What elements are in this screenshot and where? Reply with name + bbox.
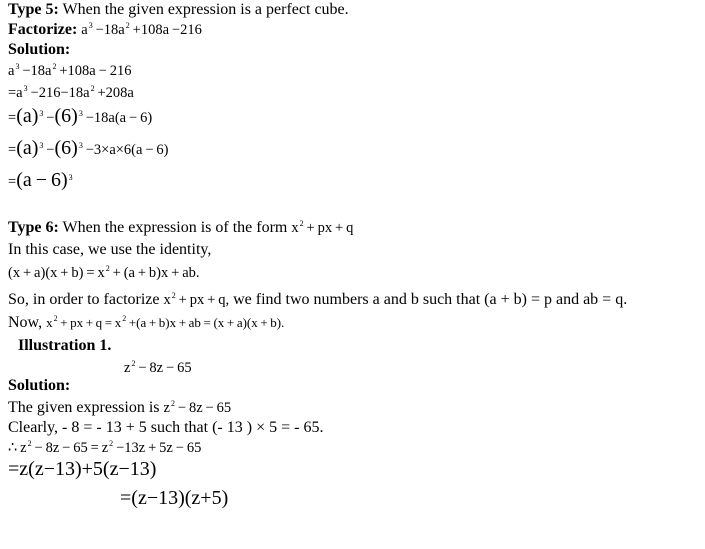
type6-heading: Type 6: <box>8 219 59 236</box>
type5-step-5: $=(a - 6)^3$ <box>8 169 73 191</box>
illustration-solution-label: Solution: <box>8 377 71 394</box>
grouped-step: =z(z−13)+5(z−13) <box>8 458 157 480</box>
illustration-expression: $z^2 - 8z - 65$ <box>124 359 192 376</box>
type6-heading-line <box>8 218 353 238</box>
type6-heading-text: When the expression is of the form <box>62 219 288 236</box>
type6-identity: $(x + a)(x + b) = x^2 + (a + b)x$ + ab. <box>8 264 200 281</box>
type5-step-1: $a^3 -18a^2 +108a - 216$ <box>8 62 132 79</box>
factorize-label: Factorize: <box>8 21 78 38</box>
final-answer: =(z−13)(z+5) <box>120 487 229 509</box>
factorize-line <box>8 20 202 40</box>
type5-heading: Type 5: <box>8 1 59 18</box>
type5-step-3: $=(a)^3 -(6)^3 -18a(a - 6)$ <box>8 105 153 127</box>
type5-heading-line <box>8 0 349 20</box>
illustration-label: Illustration 1. <box>18 337 112 354</box>
therefore-line: ∴ $z^2 - 8z - 65 = z^2 -13z + 5z - 65$ <box>8 439 202 456</box>
factorize-expression: $a^3 -18a^2 +108a -216$ <box>81 21 202 38</box>
type6-so-line: So, in order to factorize $x^2$ + px + q, we find two numbers a and b such that (a + b) = p and ab = q. <box>8 291 628 308</box>
type5-step-2: $=a^3 -216-18a^2 +208a$ <box>8 84 134 101</box>
type6-case-text: In this case, we use the identity, <box>8 241 212 258</box>
given-expression-line: The given expression is $z^2 - 8z - 65$ <box>8 399 232 416</box>
type5-step-4: $=(a)^3 -(6)^3 -3\times a\times 6(a - 6)$ <box>8 137 169 159</box>
type6-form-expression: $x^2$ + px + q <box>291 219 354 236</box>
type6-now-line: Now, $x^2$ + px + $q = x^2 +(a + b)x$ + ab = (x + a)(x + b). <box>8 314 285 331</box>
type5-solution-label: Solution: <box>8 41 71 58</box>
type5-heading-text: When the given expression is a perfect cube. <box>62 1 349 18</box>
clearly-line: Clearly, - 8 = - 13 + 5 such that (- 13 ) × 5 = - 65. <box>8 419 324 436</box>
